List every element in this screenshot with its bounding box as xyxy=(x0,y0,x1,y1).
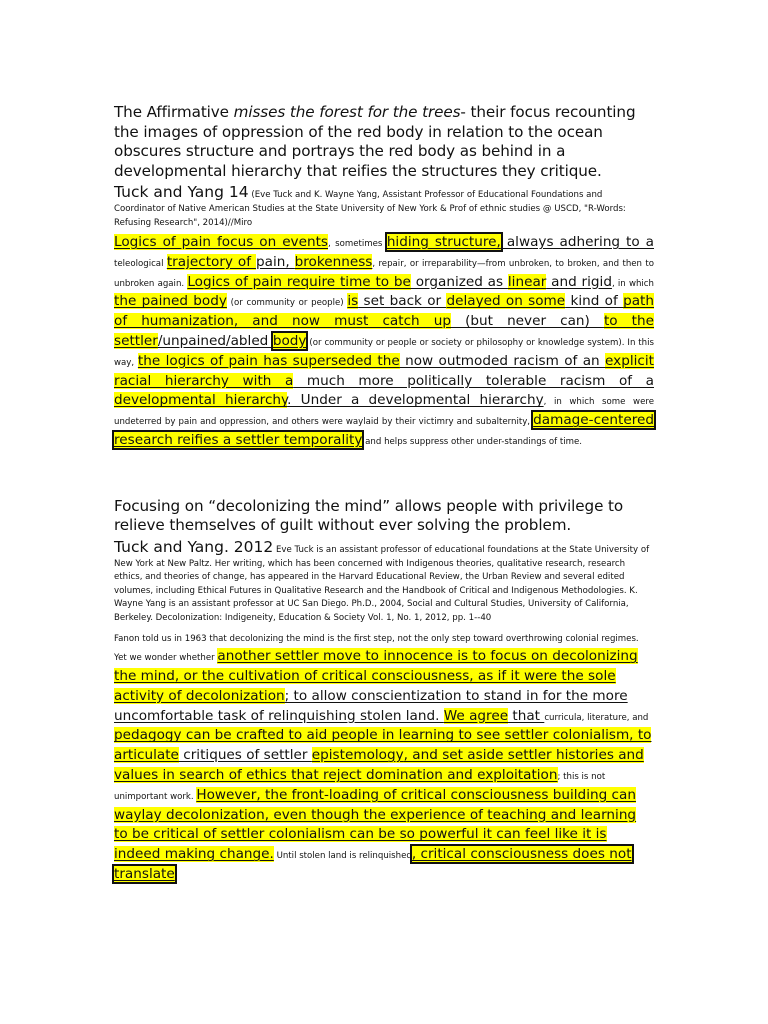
boxed-text: damage-centered research reifies a settler temporality xyxy=(114,412,654,448)
underlined-text: that xyxy=(508,707,545,724)
highlighted-text: Logics of pain require time to be xyxy=(187,273,411,290)
highlighted-text: the pained body xyxy=(114,293,227,310)
underlined-text: much more politically tolerable racism of a xyxy=(293,372,654,389)
boxed-text: , critical consciousness does not translate xyxy=(114,846,632,883)
highlighted-text: another settler move to innocence is to focus on decolonizing the mind xyxy=(114,648,638,685)
card-2-citation xyxy=(114,538,654,624)
card-2 xyxy=(114,497,654,883)
underlined-text: now outmoded racism of an xyxy=(399,352,606,369)
card-1-citation xyxy=(114,183,654,228)
cite-details: Eve Tuck is an assistant professor of educational foundations at the State University of New York at New Paltz. Her writing, which has been concerned with Indigenous theories, qualitative research, research ethics, and theories of change, has appeared in the Harvard Educational Review, the Urban Review and several edited volumes, including Ethical Futures in Qualitative Research and the Handbook of Critical and Indigenous Methodologies. K. Wayne Yang is an assistant professor at UC San Diego. Ph.D., 2004, Social and Cultural Studies, University of California, Berkeley. Decolonization: Indigeneity, Education & Society Vol. 1, No. 1, 2012, pp. 1--40 xyxy=(114,544,650,623)
highlighted-text: explicit racial hierarchy with a xyxy=(114,352,654,389)
small-text: Fanon told us in 1963 that decolonizing the mind is the first step, not the only step toward overthrowing colonial regimes. Yet we wonder whether xyxy=(114,634,639,664)
highlighted-text: , or the cultivation of critical consciousness, as if it were the sole activity of decolonization xyxy=(114,668,616,704)
underlined-text: organized as xyxy=(410,273,508,290)
highlighted-text: However, the front-loading of critical consciousness building can waylay decolonization, even though the experience of teaching and learning to be critical of settler colonialism can be so powerful it can feel like it is indeed making change. xyxy=(114,786,637,863)
card-1-tag xyxy=(114,103,654,181)
highlighted-text: Logics of pain focus on events xyxy=(114,234,328,250)
underlined-text: ; to allow conscientization to stand in for the more uncomfortable task of relinquishing stolen land. xyxy=(114,687,628,724)
boxed-text: hiding structure, xyxy=(386,234,501,250)
small-text: , in which xyxy=(611,278,654,289)
small-text: (or community or people or society or philosophy or knowledge system). In this way, xyxy=(114,337,654,368)
highlighted-text: the logics of pain has superseded the xyxy=(137,352,400,369)
highlighted-text: , and set xyxy=(403,747,463,764)
small-text: (or community or people) xyxy=(226,298,348,309)
highlighted-text: delayed on some xyxy=(446,293,566,310)
small-text: , sometimes xyxy=(328,239,387,249)
small-text: , repair, or irreparability—from unbroken, to broken, and then to unbroken again. xyxy=(114,258,654,289)
highlighted-text: brokenness xyxy=(294,253,373,270)
small-text: and helps suppress other under-standings of time. xyxy=(362,436,583,447)
underlined-text: . Under a developmental hierarchy xyxy=(287,392,544,409)
underlined-text: always adhering to a xyxy=(500,234,655,250)
cite-author: Tuck and Yang 14 xyxy=(114,183,249,201)
underlined-text: kind of xyxy=(565,293,624,310)
highlighted-text: path of humanization, and now must catch up xyxy=(114,293,654,330)
card-2-tag: Focusing on “decolonizing the mind” allows people with privilege to relieve themselves of guilt without ever solving the problem. xyxy=(114,496,624,535)
small-text: curricula, literature, and xyxy=(544,712,649,723)
underlined-text: pain, xyxy=(255,253,295,270)
highlighted-text: trajectory of xyxy=(166,253,256,270)
highlighted-text: pedagogy can be crafted to aid people in learning to see settler colonialism, to articulate xyxy=(114,727,652,764)
card-1 xyxy=(114,103,654,449)
tag-italic: misses the forest for the trees xyxy=(233,103,461,121)
underlined-text: critiques of settler xyxy=(178,747,312,764)
highlighted-text: developmental hierarchy xyxy=(114,392,288,409)
tag-text: - their focus recounting the images of oppression of the red body in relation to the ocean obscures structure and portrays the red body as behind in a developmental hierarchy that reifies the structures they critique. xyxy=(114,103,636,180)
small-text: , in which some were undeterred by pain and oppression, and others were waylaid by their victimry and subalternity, xyxy=(114,397,654,428)
small-text: Until stolen land is relinquished xyxy=(273,851,412,862)
small-text: ; this is not unimportant work. xyxy=(114,772,606,802)
card-1-body xyxy=(114,231,654,449)
underlined-text: and rigid xyxy=(546,273,612,290)
underlined-text: set back or xyxy=(358,293,447,310)
boxed-text: body xyxy=(272,332,307,349)
document-page xyxy=(114,103,654,883)
small-text: teleological xyxy=(114,258,167,269)
highlighted-text: epistemology xyxy=(311,747,404,764)
highlighted-text: is xyxy=(347,293,359,310)
cite-details: (Eve Tuck and K. Wayne Yang, Assistant Professor of Educational Foundations and Coordinator of Native American Studies at the State University of New York & Prof of ethnic studies @ USCD, "R-Words: Refusing Research", 2014)//Miro xyxy=(114,190,626,228)
underlined-text: /unpained/abled xyxy=(157,332,273,349)
card-2-body xyxy=(114,626,654,883)
highlighted-text: to the settler xyxy=(114,313,654,349)
highlighted-text: linear xyxy=(507,273,547,290)
cite-author: Tuck and Yang. 2012 xyxy=(114,537,274,556)
highlighted-text: We agree xyxy=(443,707,509,724)
tag-text: The Affirmative xyxy=(114,103,234,121)
card-separator xyxy=(114,449,654,497)
underlined-text: (but never can) xyxy=(451,313,604,330)
highlighted-text: aside settler histories and values in search of ethics that reject domination and exploitation xyxy=(114,747,644,784)
